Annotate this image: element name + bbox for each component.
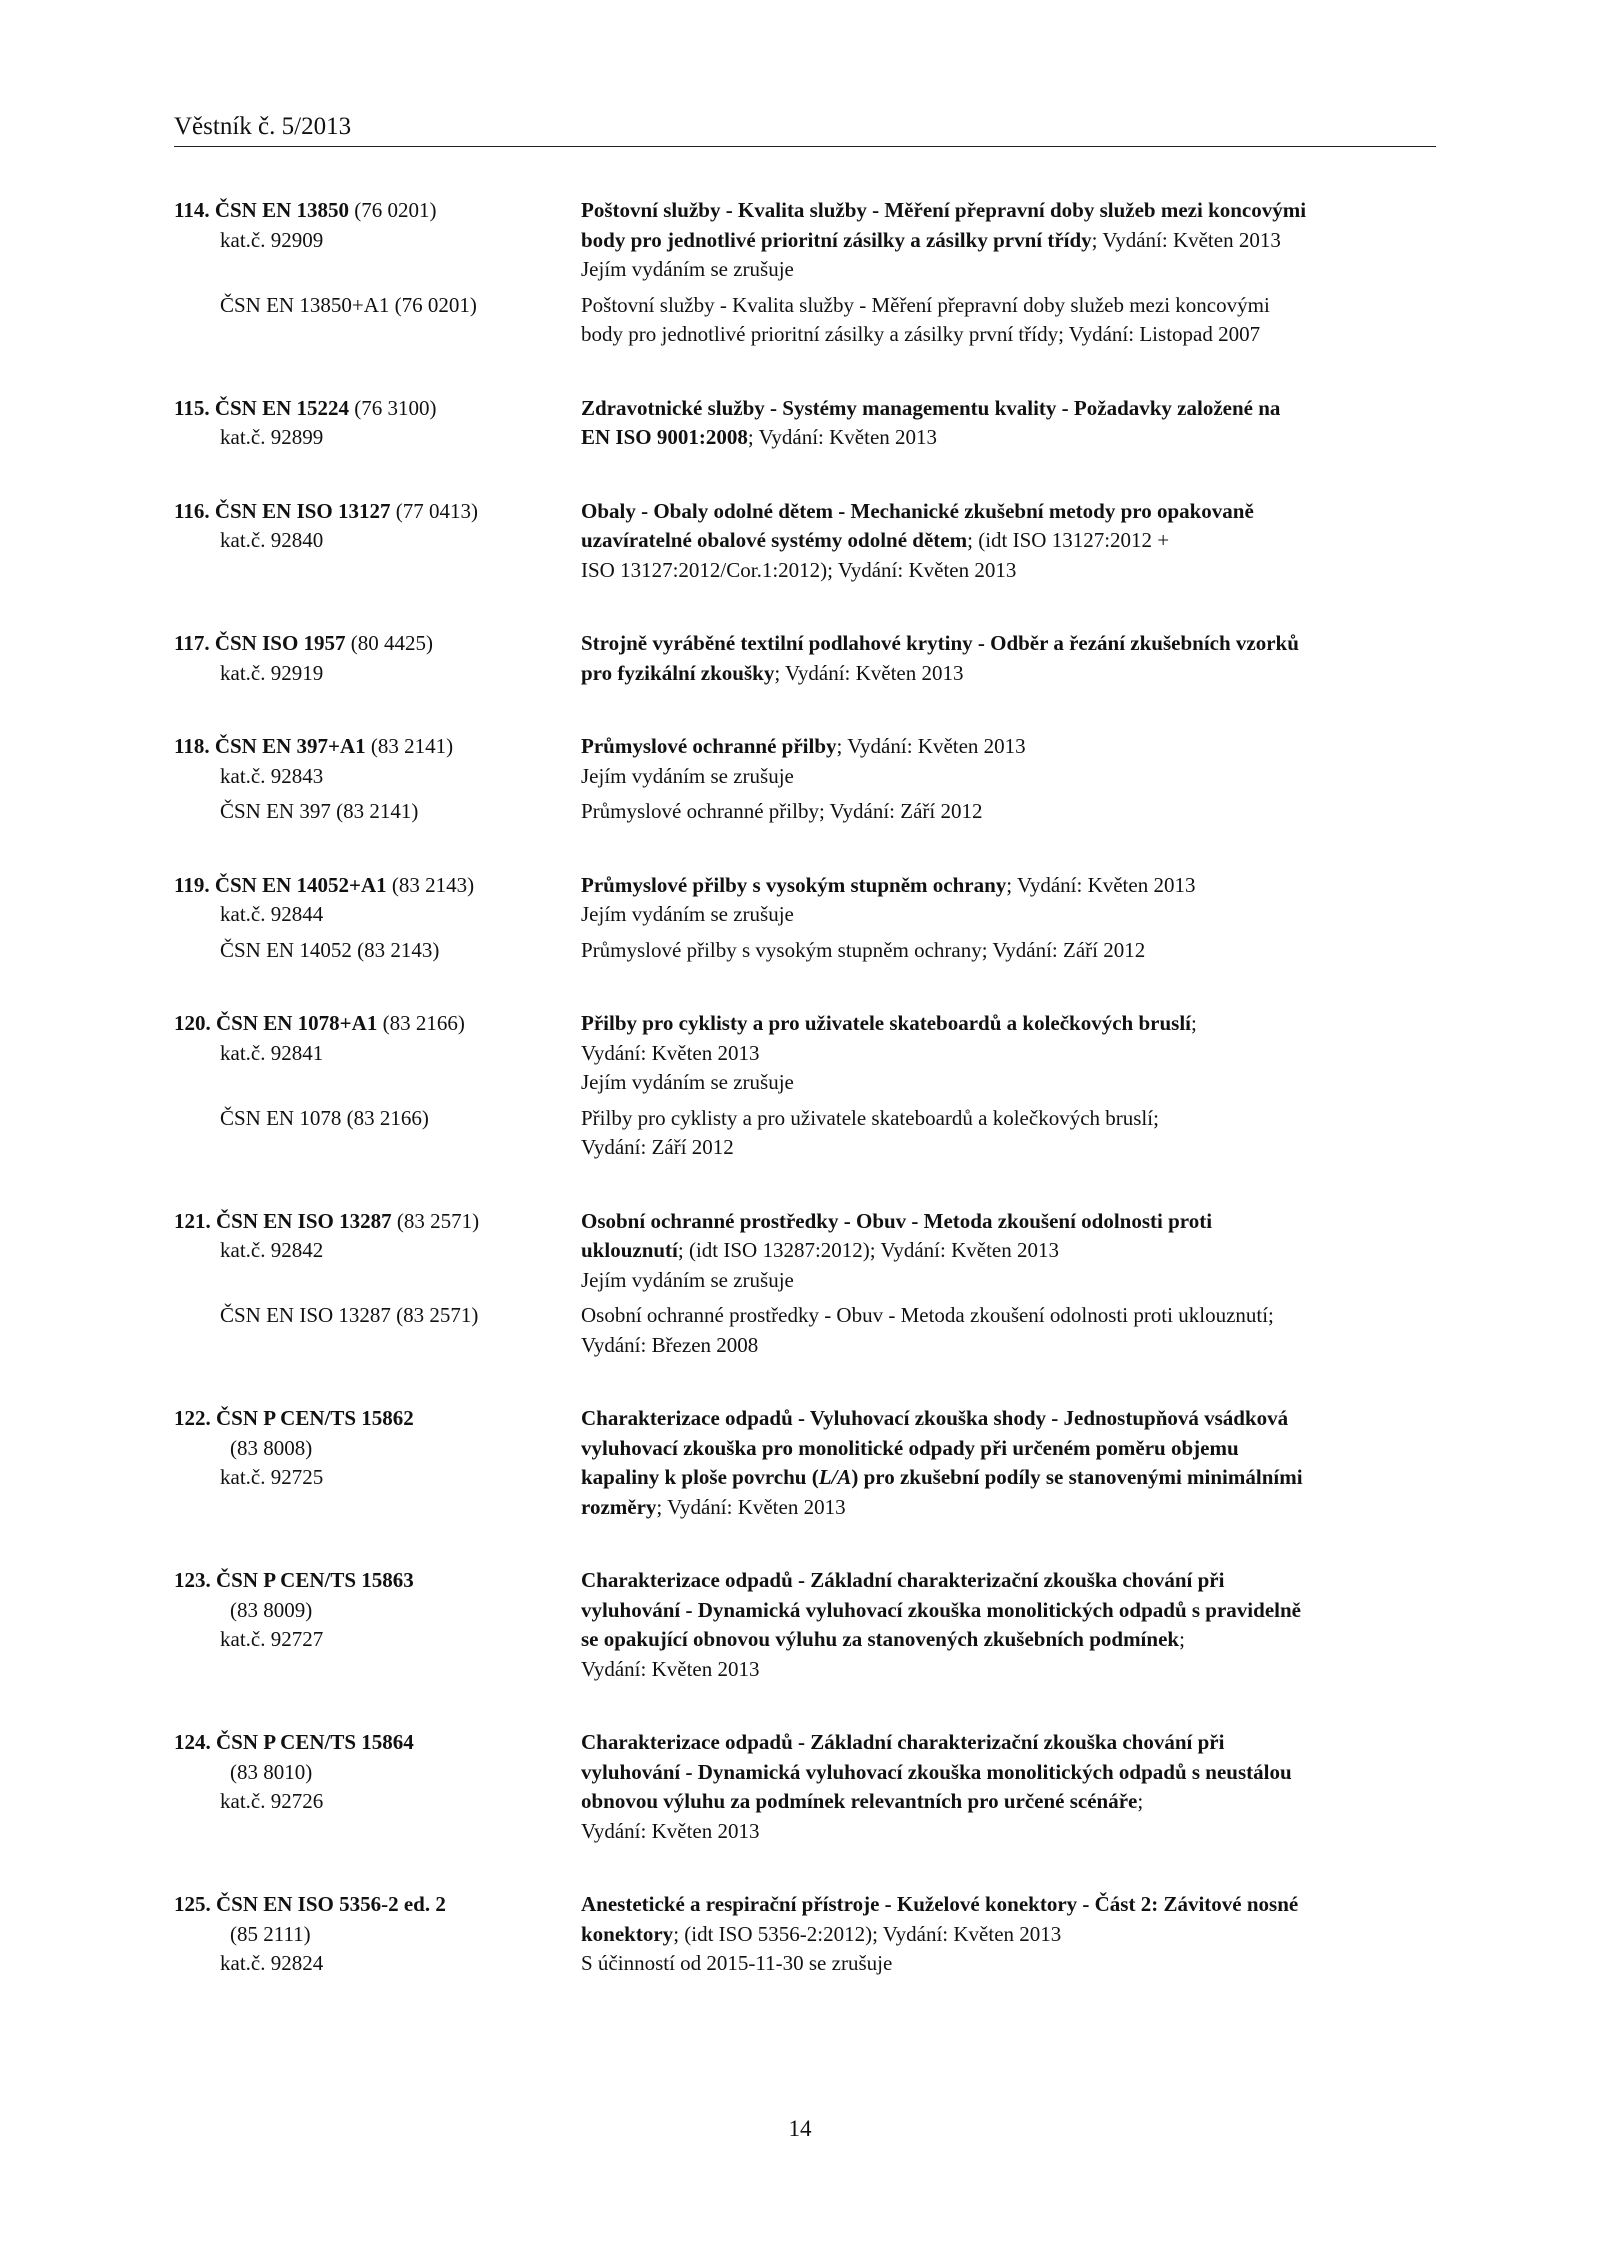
text: kat.č. 92726 bbox=[220, 1789, 324, 1813]
bold-text: obnovou výluhu za podmínek relevantních pro určené scénáře bbox=[581, 1789, 1138, 1813]
text: (83 2143) bbox=[386, 872, 475, 897]
bold-text: EN ISO 9001:2008 bbox=[581, 425, 748, 449]
bold-text: uklouznutí bbox=[581, 1238, 678, 1262]
text: ; Vydání: Květen 2013 bbox=[1091, 227, 1281, 252]
text-line bbox=[581, 1104, 1436, 1134]
entry-main-row bbox=[174, 1404, 1436, 1522]
standard-title bbox=[581, 1207, 1436, 1296]
text-line bbox=[581, 900, 1436, 930]
text-line bbox=[174, 1009, 581, 1039]
text-line bbox=[581, 762, 1436, 792]
text-line bbox=[581, 1207, 1436, 1237]
text-line bbox=[174, 762, 581, 792]
bold-text: Přilby pro cyklisty a pro uživatele skateboardů a kolečkových bruslí bbox=[581, 1011, 1192, 1035]
bold-text: 120. ČSN EN 1078+A1 bbox=[174, 1011, 378, 1035]
text: Vydání: Květen 2013 bbox=[581, 1818, 760, 1843]
text-line bbox=[581, 291, 1436, 321]
text-line bbox=[581, 1728, 1436, 1758]
standard-designation bbox=[174, 629, 581, 688]
text-line bbox=[581, 1596, 1436, 1626]
text: Poštovní služby - Kvalita služby - Měření přepravní doby služeb mezi koncovými bbox=[581, 292, 1270, 317]
text-line bbox=[174, 1104, 581, 1134]
text-line bbox=[581, 732, 1436, 762]
bold-text: 116. ČSN EN ISO 13127 bbox=[174, 498, 391, 523]
standard-designation bbox=[174, 936, 581, 966]
page-header bbox=[174, 112, 1436, 147]
text: (85 2111) bbox=[230, 1921, 311, 1946]
text: Jejím vydáním se zrušuje bbox=[581, 1267, 794, 1292]
bold-text: Osobní ochranné prostředky - Obuv - Metoda zkoušení odolnosti proti bbox=[581, 1208, 1213, 1233]
text: kat.č. 92843 bbox=[220, 763, 324, 788]
bold-text: vyluhovací zkouška pro monolitické odpady při určeném poměru objemu bbox=[581, 1435, 1239, 1460]
standard-designation bbox=[174, 196, 581, 285]
text-line bbox=[174, 1236, 581, 1266]
text: Jejím vydáním se zrušuje bbox=[581, 902, 794, 926]
text: kat.č. 92824 bbox=[220, 1951, 324, 1975]
text-line bbox=[174, 732, 581, 762]
text-line bbox=[174, 1434, 581, 1464]
text: kat.č. 92899 bbox=[220, 425, 324, 449]
text-line bbox=[174, 871, 581, 901]
text-line bbox=[174, 196, 581, 226]
standard-entry bbox=[174, 1404, 1436, 1522]
text: ČSN EN ISO 13287 (83 2571) bbox=[220, 1303, 479, 1327]
standard-designation bbox=[174, 394, 581, 453]
text: ; Vydání: Květen 2013 bbox=[774, 660, 964, 685]
text-line bbox=[174, 629, 581, 659]
entry-main-row bbox=[174, 1728, 1436, 1846]
text-line bbox=[174, 1728, 581, 1758]
text-line bbox=[174, 497, 581, 527]
standard-entry bbox=[174, 196, 1436, 350]
text: (77 0413) bbox=[390, 498, 478, 523]
text: ; bbox=[1191, 1011, 1197, 1035]
page-number: 14 bbox=[788, 2116, 812, 2141]
text: (83 8008) bbox=[230, 1435, 313, 1460]
bold-text: vyluhování - Dynamická vyluhovací zkouška monolitických odpadů s pravidelně bbox=[581, 1597, 1301, 1622]
text-line bbox=[581, 497, 1436, 527]
text: kat.č. 92725 bbox=[220, 1465, 324, 1489]
text-line bbox=[174, 936, 581, 966]
text: ; (idt ISO 13127:2012 + bbox=[967, 528, 1170, 552]
text: kat.č. 92727 bbox=[220, 1627, 324, 1651]
bold-text: Průmyslové přilby s vysokým stupněm ochrany bbox=[581, 872, 1007, 897]
bold-text: Průmyslové ochranné přilby bbox=[581, 734, 837, 758]
page-header-title: Věstník č. 5/2013 bbox=[174, 113, 352, 140]
entry-main-row bbox=[174, 1009, 1436, 1098]
bold-text: 123. ČSN P CEN/TS 15863 bbox=[174, 1568, 414, 1592]
standard-title bbox=[581, 1728, 1436, 1846]
text: Jejím vydáním se zrušuje bbox=[581, 1070, 794, 1094]
entry-replaced-row bbox=[174, 1301, 1436, 1360]
text: ; Vydání: Květen 2013 bbox=[1006, 872, 1196, 897]
text: (83 8009) bbox=[230, 1597, 313, 1622]
text: (83 8010) bbox=[230, 1759, 313, 1784]
text: kat.č. 92844 bbox=[220, 902, 324, 926]
standard-title bbox=[581, 1301, 1436, 1360]
text-line bbox=[174, 1625, 581, 1655]
standard-entry bbox=[174, 497, 1436, 586]
text: Osobní ochranné prostředky - Obuv - Metoda zkoušení odolnosti proti uklouznutí; bbox=[581, 1303, 1274, 1327]
text: ; Vydání: Květen 2013 bbox=[836, 734, 1026, 758]
text: kat.č. 92919 bbox=[220, 660, 324, 685]
standard-title bbox=[581, 1404, 1436, 1522]
bold-text: Obaly - Obaly odolné dětem - Mechanické zkušební metody pro opakovaně bbox=[581, 498, 1254, 523]
text-line bbox=[174, 1949, 581, 1979]
text-line bbox=[174, 423, 581, 453]
text-line bbox=[174, 797, 581, 827]
text-line bbox=[174, 526, 581, 556]
standard-designation bbox=[174, 871, 581, 930]
standard-designation bbox=[174, 797, 581, 827]
text: ; bbox=[1137, 1789, 1144, 1813]
text-line bbox=[174, 900, 581, 930]
text-line bbox=[581, 659, 1436, 689]
text: Vydání: Březen 2008 bbox=[581, 1332, 759, 1357]
text-line bbox=[581, 1890, 1436, 1920]
text-line bbox=[581, 629, 1436, 659]
text-line bbox=[581, 226, 1436, 256]
text-line bbox=[581, 1758, 1436, 1788]
text: kat.č. 92909 bbox=[220, 227, 324, 252]
bold-text: vyluhování - Dynamická vyluhovací zkouška monolitických odpadů s neustálou bbox=[581, 1759, 1292, 1784]
text-line bbox=[581, 1009, 1436, 1039]
text-line bbox=[581, 1236, 1436, 1266]
standard-title bbox=[581, 1890, 1436, 1979]
entry-replaced-row bbox=[174, 936, 1436, 966]
bold-text: 119. ČSN EN 14052+A1 bbox=[174, 872, 387, 897]
text: ; (idt ISO 5356-2:2012); Vydání: Květen 2013 bbox=[673, 1921, 1062, 1946]
standard-title bbox=[581, 871, 1436, 930]
text-line bbox=[174, 1920, 581, 1950]
text-line bbox=[581, 526, 1436, 556]
text: ISO 13127:2012/Cor.1:2012); Vydání: Květen 2013 bbox=[581, 557, 1017, 582]
text: body pro jednotlivé prioritní zásilky a zásilky první třídy; Vydání: Listopad 2007 bbox=[581, 322, 1261, 346]
standard-entry bbox=[174, 1566, 1436, 1684]
text-line bbox=[174, 291, 581, 321]
text: (76 0201) bbox=[349, 198, 437, 222]
bold-text: Anestetické a respirační přístroje - Kuželové konektory - Část 2: Závitové nosné bbox=[581, 1892, 1299, 1916]
text: (83 2571) bbox=[391, 1208, 480, 1233]
text-line bbox=[581, 1301, 1436, 1331]
text-line bbox=[581, 556, 1436, 586]
entry-main-row bbox=[174, 196, 1436, 285]
standard-designation bbox=[174, 732, 581, 791]
bold-text: body pro jednotlivé prioritní zásilky a zásilky první třídy bbox=[581, 227, 1092, 252]
bold-text: rozměry bbox=[581, 1494, 657, 1519]
standard-designation bbox=[174, 1009, 581, 1098]
standard-title bbox=[581, 629, 1436, 688]
text: ; bbox=[1179, 1627, 1185, 1651]
standard-designation bbox=[174, 1890, 581, 1979]
text-line bbox=[581, 1463, 1436, 1493]
standard-entry bbox=[174, 629, 1436, 688]
bold-text: Strojně vyráběné textilní podlahové krytiny - Odběr a řezání zkušebních vzorků bbox=[581, 631, 1299, 655]
text-line bbox=[581, 1655, 1436, 1685]
text: S účinností od 2015-11-30 se zrušuje bbox=[581, 1951, 893, 1975]
standard-title bbox=[581, 196, 1436, 285]
bold-text: 125. ČSN EN ISO 5356-2 ed. 2 bbox=[174, 1892, 446, 1916]
bold-text: 122. ČSN P CEN/TS 15862 bbox=[174, 1406, 414, 1430]
text-line bbox=[581, 255, 1436, 285]
text: (83 2141) bbox=[365, 734, 454, 758]
text-line bbox=[581, 196, 1436, 226]
text-line bbox=[174, 1787, 581, 1817]
text-line bbox=[581, 1133, 1436, 1163]
bold-text: kapaliny k ploše povrchu ( bbox=[581, 1465, 819, 1489]
bold-text: 121. ČSN EN ISO 13287 bbox=[174, 1208, 392, 1233]
text-line bbox=[174, 1404, 581, 1434]
standard-entry bbox=[174, 1009, 1436, 1163]
text-line bbox=[581, 1920, 1436, 1950]
text-line bbox=[174, 659, 581, 689]
text-line bbox=[581, 1566, 1436, 1596]
standard-title bbox=[581, 497, 1436, 586]
text-line bbox=[581, 1068, 1436, 1098]
entry-main-row bbox=[174, 732, 1436, 791]
text: ; Vydání: Květen 2013 bbox=[656, 1494, 846, 1519]
text-line bbox=[581, 1404, 1436, 1434]
bold-text: Charakterizace odpadů - Základní charakterizační zkouška chování při bbox=[581, 1730, 1225, 1754]
header-rule bbox=[174, 146, 1436, 147]
text-line bbox=[581, 871, 1436, 901]
entry-main-row bbox=[174, 1566, 1436, 1684]
text-line bbox=[581, 320, 1436, 350]
entry-main-row bbox=[174, 1207, 1436, 1296]
standard-designation bbox=[174, 1301, 581, 1360]
bold-text: konektory bbox=[581, 1921, 674, 1946]
text-line bbox=[174, 226, 581, 256]
bold-text: 117. ČSN ISO 1957 bbox=[174, 631, 346, 655]
bold-text: Charakterizace odpadů - Vyluhovací zkouška shody - Jednostupňová vsádková bbox=[581, 1406, 1289, 1430]
text: ; (idt ISO 13287:2012); Vydání: Květen 2013 bbox=[677, 1238, 1059, 1262]
standard-designation bbox=[174, 497, 581, 586]
standard-entry bbox=[174, 1890, 1436, 1979]
text-line bbox=[581, 1434, 1436, 1464]
entry-replaced-row bbox=[174, 797, 1436, 827]
text: ČSN EN 1078 (83 2166) bbox=[220, 1105, 429, 1130]
text: kat.č. 92841 bbox=[220, 1040, 324, 1065]
text: ČSN EN 14052 (83 2143) bbox=[220, 937, 440, 962]
text-line bbox=[581, 394, 1436, 424]
text: ČSN EN 397 (83 2141) bbox=[220, 799, 419, 823]
bold-text: ) pro zkušební podíly se stanovenými minimálními bbox=[851, 1465, 1303, 1489]
standard-title bbox=[581, 936, 1436, 966]
bold-text: 115. ČSN EN 15224 bbox=[174, 395, 350, 420]
bold-text: 114. ČSN EN 13850 bbox=[174, 198, 350, 222]
entry-replaced-row bbox=[174, 291, 1436, 350]
standard-designation bbox=[174, 1207, 581, 1296]
standard-entry bbox=[174, 871, 1436, 966]
standard-designation bbox=[174, 291, 581, 350]
entry-main-row bbox=[174, 871, 1436, 930]
text: (80 4425) bbox=[345, 631, 434, 655]
bold-text: Charakterizace odpadů - Základní charakterizační zkouška chování při bbox=[581, 1568, 1225, 1592]
text: Průmyslové ochranné přilby; Vydání: Září 2012 bbox=[581, 799, 983, 823]
text-line bbox=[581, 1787, 1436, 1817]
bold-text: 118. ČSN EN 397+A1 bbox=[174, 734, 366, 758]
bold-text: pro fyzikální zkoušky bbox=[581, 660, 775, 685]
standard-entry bbox=[174, 1207, 1436, 1361]
entry-main-row bbox=[174, 1890, 1436, 1979]
text-line bbox=[174, 1207, 581, 1237]
text-line bbox=[581, 1266, 1436, 1296]
text: Vydání: Září 2012 bbox=[581, 1135, 734, 1159]
text-line bbox=[581, 423, 1436, 453]
standard-designation bbox=[174, 1566, 581, 1684]
text-line bbox=[174, 1890, 581, 1920]
text-line bbox=[174, 1301, 581, 1331]
standard-title bbox=[581, 732, 1436, 791]
bold-text: se opakující obnovou výluhu za stanovených zkušebních podmínek bbox=[581, 1627, 1180, 1651]
standard-title bbox=[581, 1009, 1436, 1098]
standard-entry bbox=[174, 394, 1436, 453]
bold-text: 124. ČSN P CEN/TS 15864 bbox=[174, 1730, 414, 1754]
entry-replaced-row bbox=[174, 1104, 1436, 1163]
text-line bbox=[581, 1493, 1436, 1523]
text: Průmyslové přilby s vysokým stupněm ochrany; Vydání: Září 2012 bbox=[581, 937, 1146, 962]
text-line bbox=[581, 1331, 1436, 1361]
text: Jejím vydáním se zrušuje bbox=[581, 257, 794, 281]
standard-title bbox=[581, 291, 1436, 350]
text-line bbox=[174, 1039, 581, 1069]
entry-main-row bbox=[174, 629, 1436, 688]
standard-entry bbox=[174, 732, 1436, 827]
text-line bbox=[174, 394, 581, 424]
bold-text: L/A bbox=[818, 1465, 852, 1489]
text-line bbox=[174, 1566, 581, 1596]
text: Přilby pro cyklisty a pro uživatele skateboardů a kolečkových bruslí; bbox=[581, 1105, 1159, 1130]
bold-text: Zdravotnické služby - Systémy managementu kvality - Požadavky založené na bbox=[581, 395, 1281, 420]
text-line bbox=[174, 1596, 581, 1626]
text: ; Vydání: Květen 2013 bbox=[747, 425, 938, 449]
text-line bbox=[581, 1949, 1436, 1979]
text-line bbox=[581, 936, 1436, 966]
standard-title bbox=[581, 1566, 1436, 1684]
text-line bbox=[174, 1463, 581, 1493]
text: Vydání: Květen 2013 bbox=[581, 1656, 760, 1681]
bold-text: Poštovní služby - Kvalita služby - Měření přepravní doby služeb mezi koncovými bbox=[581, 198, 1307, 222]
text: Vydání: Květen 2013 bbox=[581, 1040, 760, 1065]
text-line bbox=[581, 1039, 1436, 1069]
text: ČSN EN 13850+A1 (76 0201) bbox=[220, 292, 477, 317]
standards-list bbox=[174, 196, 1436, 2023]
text: Jejím vydáním se zrušuje bbox=[581, 763, 794, 788]
standard-designation bbox=[174, 1728, 581, 1846]
standard-designation bbox=[174, 1104, 581, 1163]
text-line bbox=[581, 1625, 1436, 1655]
standard-title bbox=[581, 1104, 1436, 1163]
bold-text: uzavíratelné obalové systémy odolné dětem bbox=[581, 528, 968, 552]
entry-main-row bbox=[174, 497, 1436, 586]
standard-designation bbox=[174, 1404, 581, 1522]
standard-entry bbox=[174, 1728, 1436, 1846]
text-line bbox=[581, 797, 1436, 827]
text: kat.č. 92842 bbox=[220, 1238, 324, 1262]
standard-title bbox=[581, 797, 1436, 827]
text-line bbox=[174, 1758, 581, 1788]
standard-title bbox=[581, 394, 1436, 453]
text: (83 2166) bbox=[377, 1011, 465, 1035]
entry-main-row bbox=[174, 394, 1436, 453]
text: kat.č. 92840 bbox=[220, 528, 324, 552]
text: (76 3100) bbox=[349, 395, 437, 420]
text-line bbox=[581, 1817, 1436, 1847]
